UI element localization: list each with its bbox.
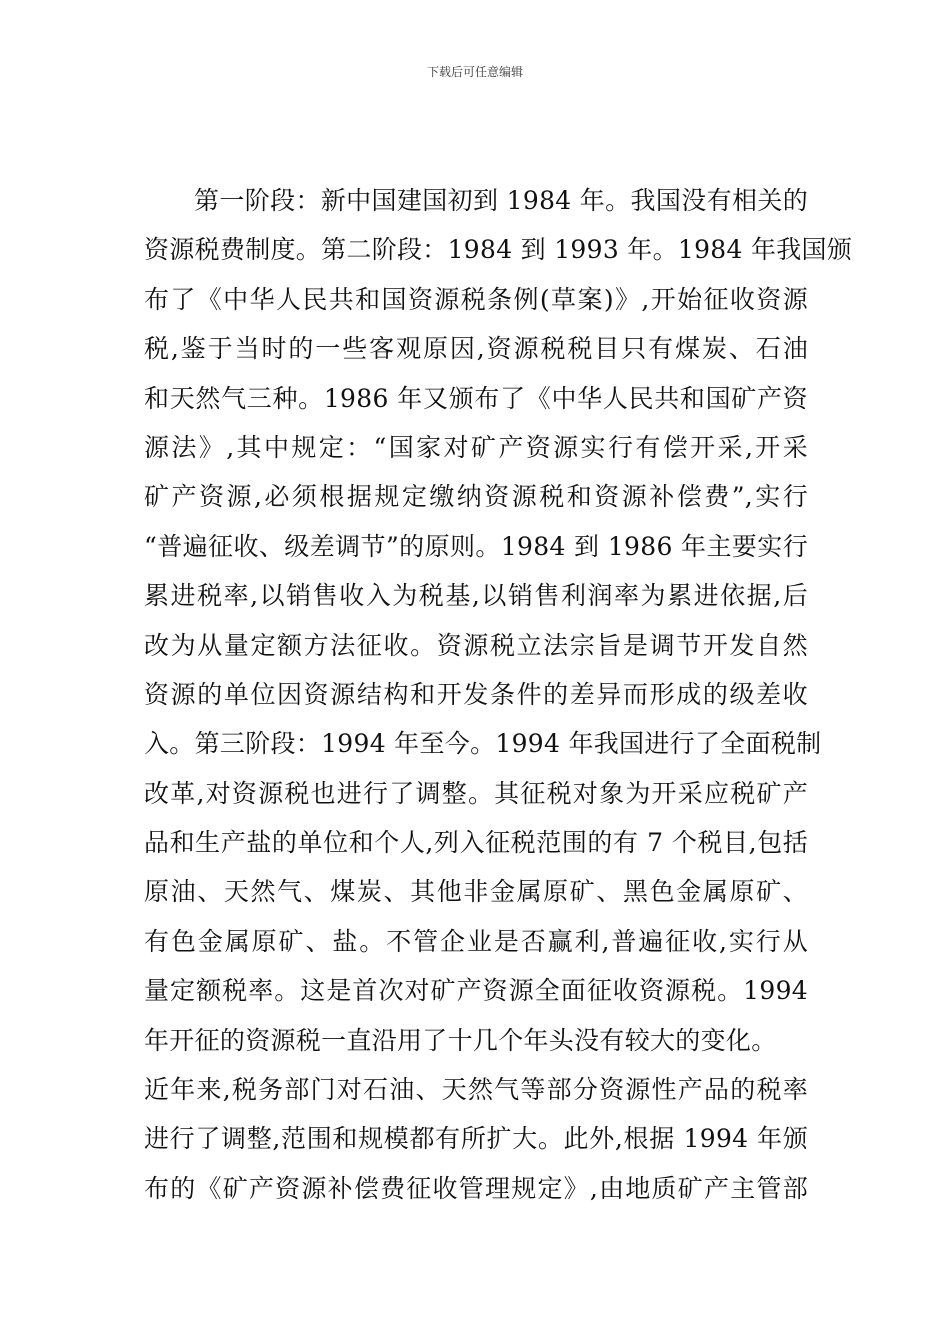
paragraph-line: 近年来,税务部门对石油、天然气等部分资源性产品的税率 [144,1075,808,1105]
paragraph-line: 布了《中华人民共和国资源税条例(草案)》,开始征收资源 [144,284,808,314]
paragraph-line: 入。第三阶段：1994 年至今。1994 年我国进行了全面税制 [144,729,822,759]
paragraph-line: 资源税费制度。第二阶段：1984 到 1993 年。1984 年我国颁 [144,235,853,265]
paragraph-line: 第一阶段：新中国建国初到 1984 年。我国没有相关的 [194,186,808,215]
paragraph-line: 品和生产盐的单位和个人,列入征税范围的有 7 个税目,包括 [144,828,808,858]
paragraph-line: 矿产资源,必须根据规定缴纳资源税和资源补偿费”,实行 [144,482,808,512]
paragraph-line: 和天然气三种。1986 年又颁布了《中华人民共和国矿产资 [144,383,808,413]
page-header-watermark: 下载后可任意编辑 [426,65,523,79]
paragraph-line: 累进税率,以销售收入为税基,以销售利润率为累进依据,后 [144,581,808,611]
document-body [144,176,853,1213]
paragraph-line: 布的《矿产资源补偿费征收管理规定》,由地质矿产主管部 [144,1173,808,1203]
paragraph-line: 年开征的资源税一直沿用了十几个年头没有较大的变化。 [144,1025,777,1055]
paragraph-line: 量定额税率。这是首次对矿产资源全面征收资源税。1994 [144,976,808,1006]
paragraph-line: “普遍征收、级差调节”的原则。1984 到 1986 年主要实行 [144,531,808,561]
paragraph-line: 原油、天然气、煤炭、其他非金属原矿、黑色金属原矿、 [144,877,808,907]
paragraph-line: 资源的单位因资源结构和开发条件的差异而形成的级差收 [144,679,808,709]
paragraph-line: 有色金属原矿、盐。不管企业是否赢利,普遍征收,实行从 [144,926,808,956]
paragraph-line: 改革,对资源税也进行了调整。其征税对象为开采应税矿产 [144,778,808,808]
paragraph-line: 税,鉴于当时的一些客观原因,资源税税目只有煤炭、石油 [144,334,808,364]
paragraph-line: 改为从量定额方法征收。资源税立法宗旨是调节开发自然 [144,630,808,660]
paragraph-line: 源法》,其中规定：“国家对矿产资源实行有偿开采,开采 [144,432,808,462]
paragraph-line: 进行了调整,范围和规模都有所扩大。此外,根据 1994 年颁 [144,1124,808,1154]
